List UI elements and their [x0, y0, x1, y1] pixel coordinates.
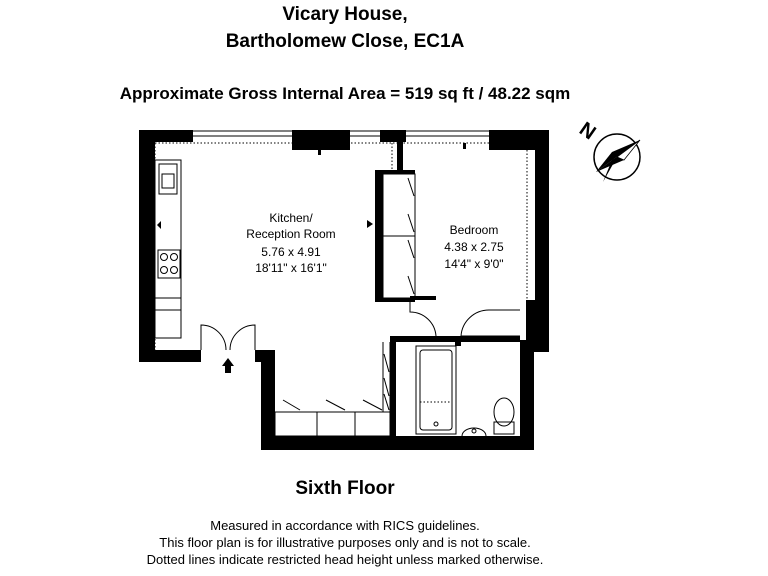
compass-north-label: N — [575, 118, 600, 145]
property-name: Vicary House, — [282, 4, 408, 25]
storage-units — [275, 342, 390, 436]
bathroom-door — [461, 310, 520, 336]
toilet — [494, 398, 514, 434]
gross-area: Approximate Gross Internal Area = 519 sq ft / 48.22 sqm — [119, 84, 571, 103]
floor-label: Sixth Floor — [295, 478, 395, 499]
entrance-doors — [201, 325, 255, 350]
kitchen-counter — [155, 160, 181, 338]
compass-icon — [594, 134, 640, 182]
interior-walls — [375, 142, 520, 436]
disclaimer-line1: Measured in accordance with RICS guidelines. — [210, 518, 480, 533]
disclaimer-line3: Dotted lines indicate restricted head height unless marked otherwise. — [146, 552, 544, 567]
bedroom-imperial: 14'4" x 9'0" — [444, 257, 504, 271]
kitchen-label-line1: Kitchen/ — [269, 211, 313, 225]
disclaimer — [0, 517, 690, 568]
entrance-arrow-icon — [222, 358, 234, 373]
bedroom-label: Bedroom — [449, 223, 499, 237]
bedroom-metric: 4.38 x 2.75 — [444, 240, 504, 254]
property-address: Bartholomew Close, EC1A — [225, 31, 465, 52]
bedroom-door — [410, 300, 436, 336]
outer-walls — [139, 130, 549, 450]
disclaimer-line2: This floor plan is for illustrative purposes only and is not to scale. — [159, 535, 531, 550]
kitchen-imperial: 18'11" x 16'1" — [255, 261, 327, 275]
kitchen-metric: 5.76 x 4.91 — [261, 245, 321, 259]
kitchen-label-line2: Reception Room — [246, 227, 336, 241]
bathtub — [416, 346, 456, 434]
basin — [462, 428, 486, 436]
wardrobe — [383, 174, 415, 298]
